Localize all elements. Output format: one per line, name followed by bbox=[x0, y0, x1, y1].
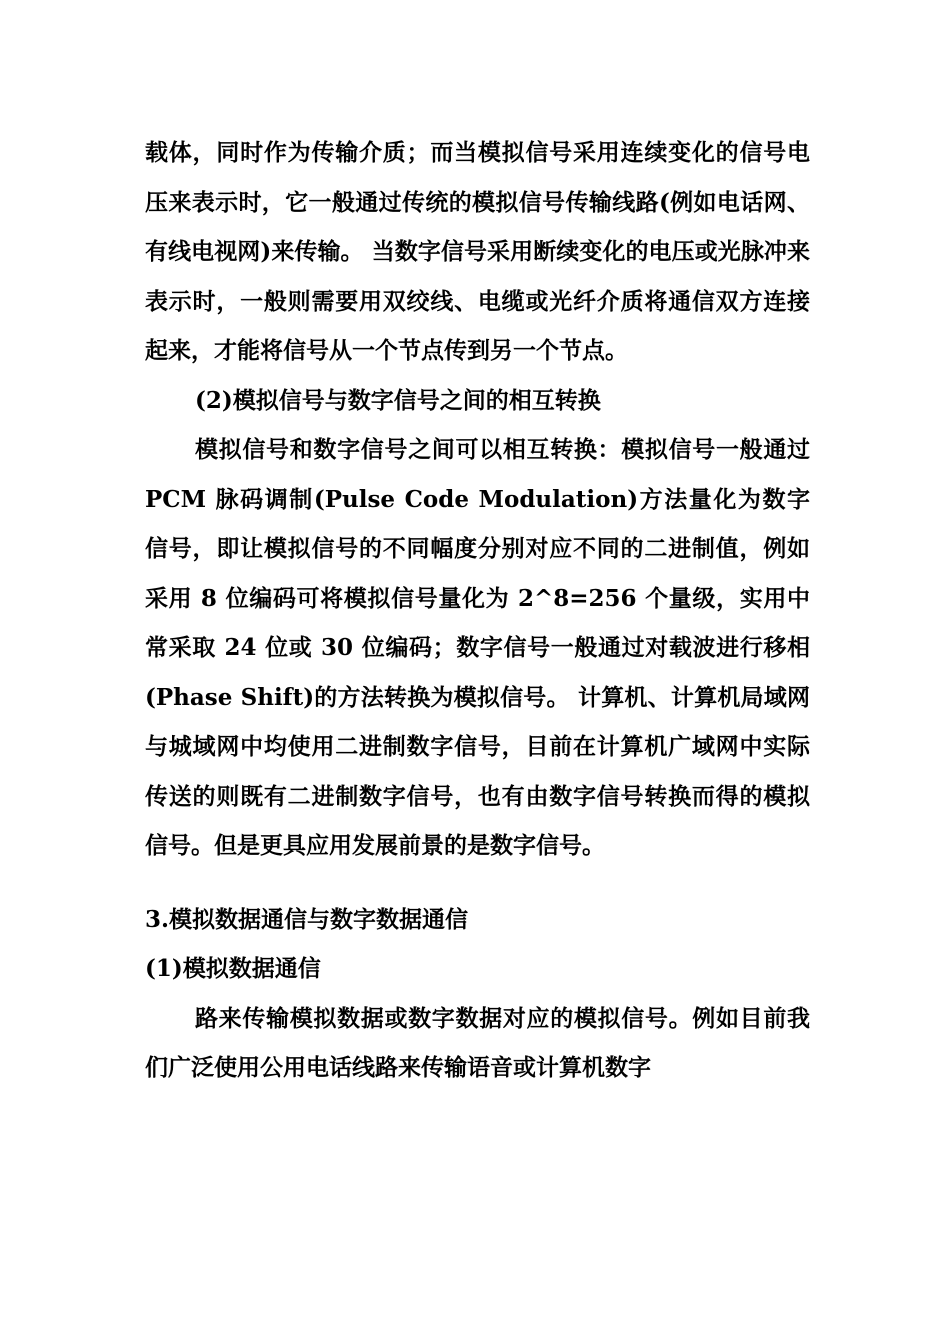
section-heading-data-communication: 3.模拟数据通信与数字数据通信 bbox=[145, 905, 469, 933]
document-body bbox=[145, 128, 810, 1093]
subheading-signal-conversion: (2)模拟信号与数字信号之间的相互转换 bbox=[195, 386, 601, 414]
paragraph-transmission-media: 载体，同时作为传输介质；而当模拟信号采用连续变化的信号电压来表示时，它一般通过传统的模拟信号传输线路(例如电话网、有线电视网)来传输。 当数字信号采用断续变化的电压或光脉冲来表示时，一般则需要用双绞线、电缆或光纤介质将通信双方连接起来，才能将信号从一个节点传到另一个节点。 bbox=[145, 139, 810, 364]
subheading-analog-data-communication: (1)模拟数据通信 bbox=[145, 955, 321, 982]
paragraph-analog-data-communication: 路来传输模拟数据或数字数据对应的模拟信号。例如目前我们广泛使用公用电话线路来传输语音或计算机数字 bbox=[145, 1004, 810, 1081]
paragraph-signal-conversion: 模拟信号和数字信号之间可以相互转换：模拟信号一般通过 PCM 脉码调制(Pulse Code Modulation)方法量化为数字信号，即让模拟信号的不同幅度分别对应不同的二进制值，例如采用 8 位编码可将模拟信号量化为 2^8=256 个量级，实用中常采取 24 位或 30 位编码；数字信号一般通过对载波进行移相(Phase Shift)的方法转换为模拟信号。 计算机、计算机局域网与城域网中均使用二进制数字信号，目前在计算机广域网中实际传送的则既有二进制数字信号，也有由数字信号转换而得的模拟信号。但是更具应用发展前景的是数字信号。 bbox=[145, 436, 810, 859]
